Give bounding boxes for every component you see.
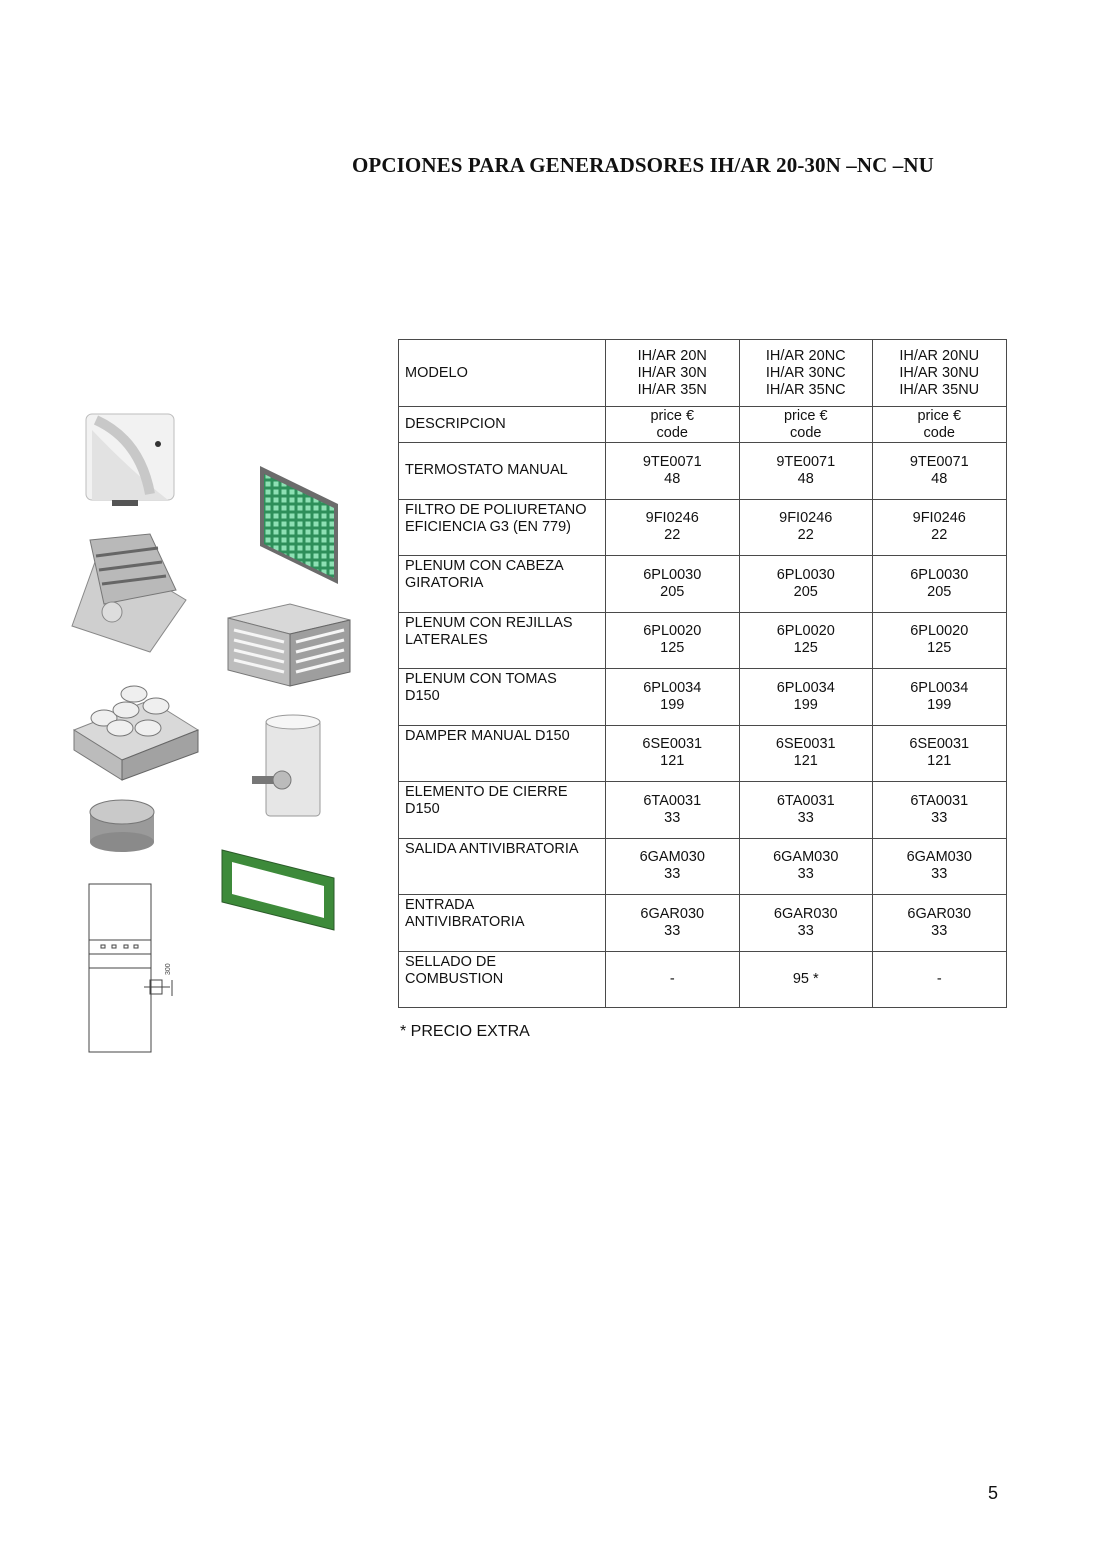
- option-code-price: [873, 838, 1007, 895]
- option-code-price-line: 125: [660, 640, 685, 657]
- option-code-price: [873, 669, 1007, 726]
- model-cell-line: IH/AR 35N: [637, 381, 707, 398]
- option-code-price: [606, 612, 740, 669]
- option-code-price: [606, 556, 740, 613]
- option-code-price-line: 9FI0246: [645, 510, 699, 527]
- option-code-price: [739, 669, 873, 726]
- option-label-line: LATERALES: [405, 631, 488, 648]
- model-cell-line: IH/AR 20NC: [765, 347, 846, 364]
- option-code-price-line: 121: [660, 753, 685, 770]
- option-row: [399, 556, 1007, 613]
- option-label-line: PLENUM CON REJILLAS: [405, 614, 573, 631]
- option-code-price-line: 199: [927, 696, 952, 713]
- option-code-price-line: 33: [797, 809, 814, 826]
- option-code-price-line: 33: [664, 922, 681, 939]
- filter-image: [260, 466, 338, 584]
- product-illustrations: [60, 400, 360, 1060]
- model-cell: [873, 340, 1007, 407]
- price-code-header: [739, 407, 873, 443]
- option-label-line: SALIDA ANTIVIBRATORIA: [405, 840, 579, 857]
- description-label: DESCRIPCION: [399, 407, 606, 443]
- option-code-price: [873, 443, 1007, 500]
- option-code-price: [606, 725, 740, 782]
- option-code-price-line: 6GAR030: [907, 905, 972, 922]
- option-code-price-line: 9TE0071: [909, 453, 969, 470]
- option-code-price: [739, 499, 873, 556]
- option-code-price-line: 6PL0030: [643, 566, 702, 583]
- option-code-price-line: 121: [927, 753, 952, 770]
- grille-plenum-image: [228, 604, 350, 686]
- option-code-price-line: 125: [927, 640, 952, 657]
- antivibration-frame-image: [222, 850, 334, 930]
- option-code-price: [873, 895, 1007, 952]
- option-code-price: [873, 782, 1007, 839]
- option-code-price-line: 9TE0071: [776, 453, 836, 470]
- option-label-line: TERMOSTATO MANUAL: [405, 462, 568, 479]
- price-code-header-line: price €: [650, 407, 695, 424]
- option-code-price-line: 6SE0031: [775, 736, 836, 753]
- option-code-price-line: 205: [793, 583, 818, 600]
- option-label: [399, 612, 606, 669]
- option-code-price-line: 6GAM030: [639, 849, 705, 866]
- option-label-line: ENTRADA: [405, 897, 475, 913]
- option-code-price-line: 6PL0034: [910, 679, 969, 696]
- option-row: [399, 443, 1007, 500]
- option-label: [399, 895, 606, 952]
- option-row: [399, 838, 1007, 895]
- option-code-price: [739, 556, 873, 613]
- option-code-price-line: 48: [797, 470, 814, 487]
- option-code-price-line: -: [936, 970, 942, 987]
- option-code-price-line: 48: [931, 470, 948, 487]
- option-code-price-line: 6TA0031: [910, 792, 969, 809]
- outlets-plenum-image: [74, 686, 198, 780]
- option-code-price: [873, 499, 1007, 556]
- price-code-header-line: price €: [917, 407, 962, 424]
- option-code-price-line: 9FI0246: [779, 510, 833, 527]
- options-table: [398, 339, 1007, 1008]
- option-code-price: [739, 443, 873, 500]
- option-row: [399, 725, 1007, 782]
- model-cell-line: IH/AR 35NU: [899, 381, 980, 398]
- option-code-price-line: 22: [931, 527, 948, 544]
- option-row: [399, 895, 1007, 952]
- option-code-price: [873, 951, 1007, 1008]
- option-code-price-line: 33: [931, 809, 948, 826]
- price-code-header: [606, 407, 740, 443]
- option-code-price: [606, 838, 740, 895]
- option-code-price-line: 205: [660, 583, 685, 600]
- option-row: [399, 499, 1007, 556]
- model-cell: [606, 340, 740, 407]
- option-code-price: [606, 951, 740, 1008]
- option-label-line: D150: [405, 801, 440, 817]
- option-code-price-line: 199: [660, 696, 685, 713]
- option-label-line: SELLADO DE: [405, 953, 497, 970]
- model-cell-line: IH/AR 30NU: [899, 364, 980, 381]
- page-title: OPCIONES PARA GENERADSORES IH/AR 20-30N –NC –NU: [352, 153, 934, 177]
- option-code-price-line: 22: [664, 527, 681, 544]
- option-code-price: [606, 499, 740, 556]
- option-code-price: [739, 951, 873, 1008]
- option-label-line: DAMPER MANUAL D150: [405, 727, 570, 744]
- option-code-price-line: 33: [797, 866, 814, 883]
- model-cell-line: IH/AR 20N: [637, 347, 707, 364]
- model-cell-line: IH/AR 30N: [637, 364, 707, 381]
- option-code-price: [606, 895, 740, 952]
- price-code-header-line: code: [790, 424, 822, 441]
- option-label: [399, 499, 606, 556]
- price-code-header-line: code: [923, 424, 955, 441]
- option-code-price: [739, 895, 873, 952]
- option-code-price-line: 205: [927, 583, 952, 600]
- option-code-price-line: 199: [793, 696, 818, 713]
- option-label-line: PLENUM CON CABEZA: [405, 558, 564, 574]
- model-cell-line: IH/AR 35NC: [765, 381, 846, 398]
- option-code-price: [739, 838, 873, 895]
- option-code-price-line: 9TE0071: [642, 453, 702, 470]
- option-code-price-line: 6PL0030: [776, 566, 835, 583]
- option-code-price-line: 33: [931, 922, 948, 939]
- model-row: [399, 340, 1007, 407]
- page-number: 5: [988, 1483, 999, 1503]
- option-code-price-line: 6PL0030: [910, 566, 969, 583]
- option-code-price-line: 95 *: [792, 970, 819, 987]
- option-code-price-line: 6PL0034: [776, 679, 835, 696]
- option-row: [399, 669, 1007, 726]
- option-code-price: [739, 725, 873, 782]
- closing-cap-image: [90, 800, 154, 852]
- option-code-price-line: 33: [797, 922, 814, 939]
- footnote: * PRECIO EXTRA: [400, 1023, 530, 1040]
- option-label-line: D150: [405, 688, 440, 704]
- option-row: [399, 951, 1007, 1008]
- option-code-price-line: 9FI0246: [912, 510, 966, 527]
- option-row: [399, 782, 1007, 839]
- option-code-price-line: 6GAR030: [773, 905, 838, 922]
- option-code-price-line: 121: [793, 753, 818, 770]
- option-code-price: [606, 669, 740, 726]
- model-label: MODELO: [399, 340, 606, 407]
- damper-image: [252, 715, 320, 816]
- option-label: [399, 556, 606, 613]
- option-code-price-line: 6TA0031: [643, 792, 702, 809]
- option-label-line: ELEMENTO DE CIERRE: [405, 784, 568, 800]
- option-code-price-line: 6GAM030: [773, 849, 839, 866]
- option-code-price-line: 6PL0020: [776, 623, 835, 640]
- price-code-header-line: price €: [783, 407, 828, 424]
- option-code-price: [739, 782, 873, 839]
- model-cell-line: IH/AR 30NC: [765, 364, 846, 381]
- option-label-line: COMBUSTION: [405, 970, 504, 987]
- option-code-price-line: 6TA0031: [776, 792, 835, 809]
- option-code-price: [606, 443, 740, 500]
- option-code-price-line: 33: [664, 866, 681, 883]
- option-code-price-line: 125: [793, 640, 818, 657]
- option-row: [399, 612, 1007, 669]
- option-label: [399, 725, 606, 782]
- option-code-price: [873, 612, 1007, 669]
- option-label-line: ANTIVIBRATORIA: [405, 914, 525, 930]
- option-code-price: [873, 556, 1007, 613]
- option-label: [399, 951, 606, 1008]
- option-label-line: FILTRO DE POLIURETANO: [405, 501, 587, 518]
- option-label-line: PLENUM CON TOMAS: [405, 671, 557, 687]
- option-code-price: [606, 782, 740, 839]
- combustion-drawing: [89, 884, 172, 1052]
- option-code-price-line: 6SE0031: [642, 736, 703, 753]
- thermostat-image: [86, 414, 174, 506]
- rotating-plenum-image: [72, 534, 186, 652]
- option-code-price-line: 6SE0031: [909, 736, 970, 753]
- option-label-line: GIRATORIA: [405, 575, 484, 591]
- option-code-price-line: 6GAR030: [640, 905, 705, 922]
- option-label: [399, 443, 606, 500]
- svg-text:300: 300: [165, 963, 172, 975]
- option-code-price-line: 6GAM030: [906, 849, 972, 866]
- price-code-header: [873, 407, 1007, 443]
- option-code-price-line: 6PL0020: [643, 623, 702, 640]
- option-label: [399, 669, 606, 726]
- option-code-price-line: 48: [664, 470, 681, 487]
- price-code-header-line: code: [656, 424, 688, 441]
- option-code-price-line: -: [669, 970, 675, 987]
- model-cell-line: IH/AR 20NU: [899, 347, 980, 364]
- option-code-price: [739, 612, 873, 669]
- option-code-price-line: 6PL0034: [643, 679, 702, 696]
- option-code-price-line: 33: [664, 809, 681, 826]
- option-label: [399, 782, 606, 839]
- option-label-line: EFICIENCIA G3 (EN 779): [405, 518, 571, 535]
- description-row: [399, 407, 1007, 443]
- option-code-price-line: 6PL0020: [910, 623, 969, 640]
- option-code-price-line: 33: [931, 866, 948, 883]
- option-code-price: [873, 725, 1007, 782]
- option-code-price-line: 22: [797, 527, 814, 544]
- model-cell: [739, 340, 873, 407]
- option-label: [399, 838, 606, 895]
